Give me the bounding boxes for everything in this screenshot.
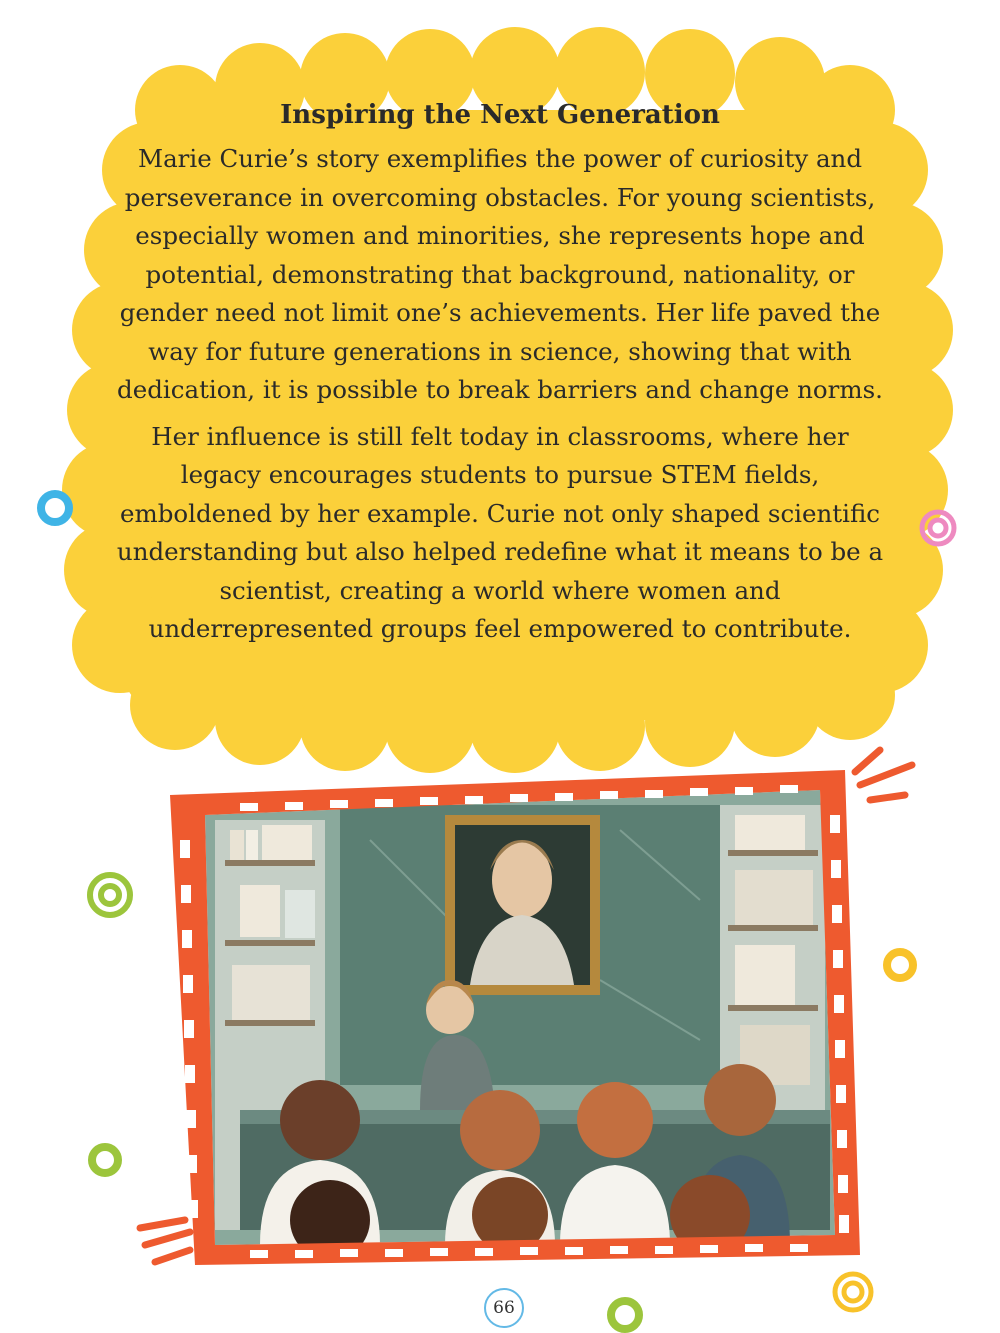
classroom-illustration bbox=[205, 790, 835, 1260]
green-ring-icon bbox=[92, 1147, 118, 1173]
green-spiral-icon bbox=[90, 875, 130, 915]
yellow-ring-icon bbox=[887, 952, 913, 978]
green-ring-icon bbox=[611, 1301, 639, 1329]
paragraph: Marie Curie’s story exemplifies the power of curiosity and perseverance in overcoming obstacles. For young scientists, especially women and minorities, she represents hope and potential, demonstrating that background, nationality, or gender need not limit one’s achievements. Her life paved the way for future generations in science, showing that with dedication, it is possible to break barriers and change norms. bbox=[117, 144, 883, 404]
paragraph: Her influence is still felt today in classrooms, where her legacy encourages students to pursue STEM fields, emboldened by her example. Curie not only shaped scientific understanding but also helped redefine what it means to be a scientist, creating a world where women and underrepresented groups feel empowered to contribute. bbox=[116, 421, 884, 643]
section-heading: Inspiring the Next Generation bbox=[280, 100, 720, 130]
text-content bbox=[110, 100, 890, 657]
page-number: 66 bbox=[484, 1288, 524, 1328]
blue-ring-icon bbox=[41, 494, 69, 522]
yellow-spiral-icon bbox=[835, 1274, 871, 1310]
